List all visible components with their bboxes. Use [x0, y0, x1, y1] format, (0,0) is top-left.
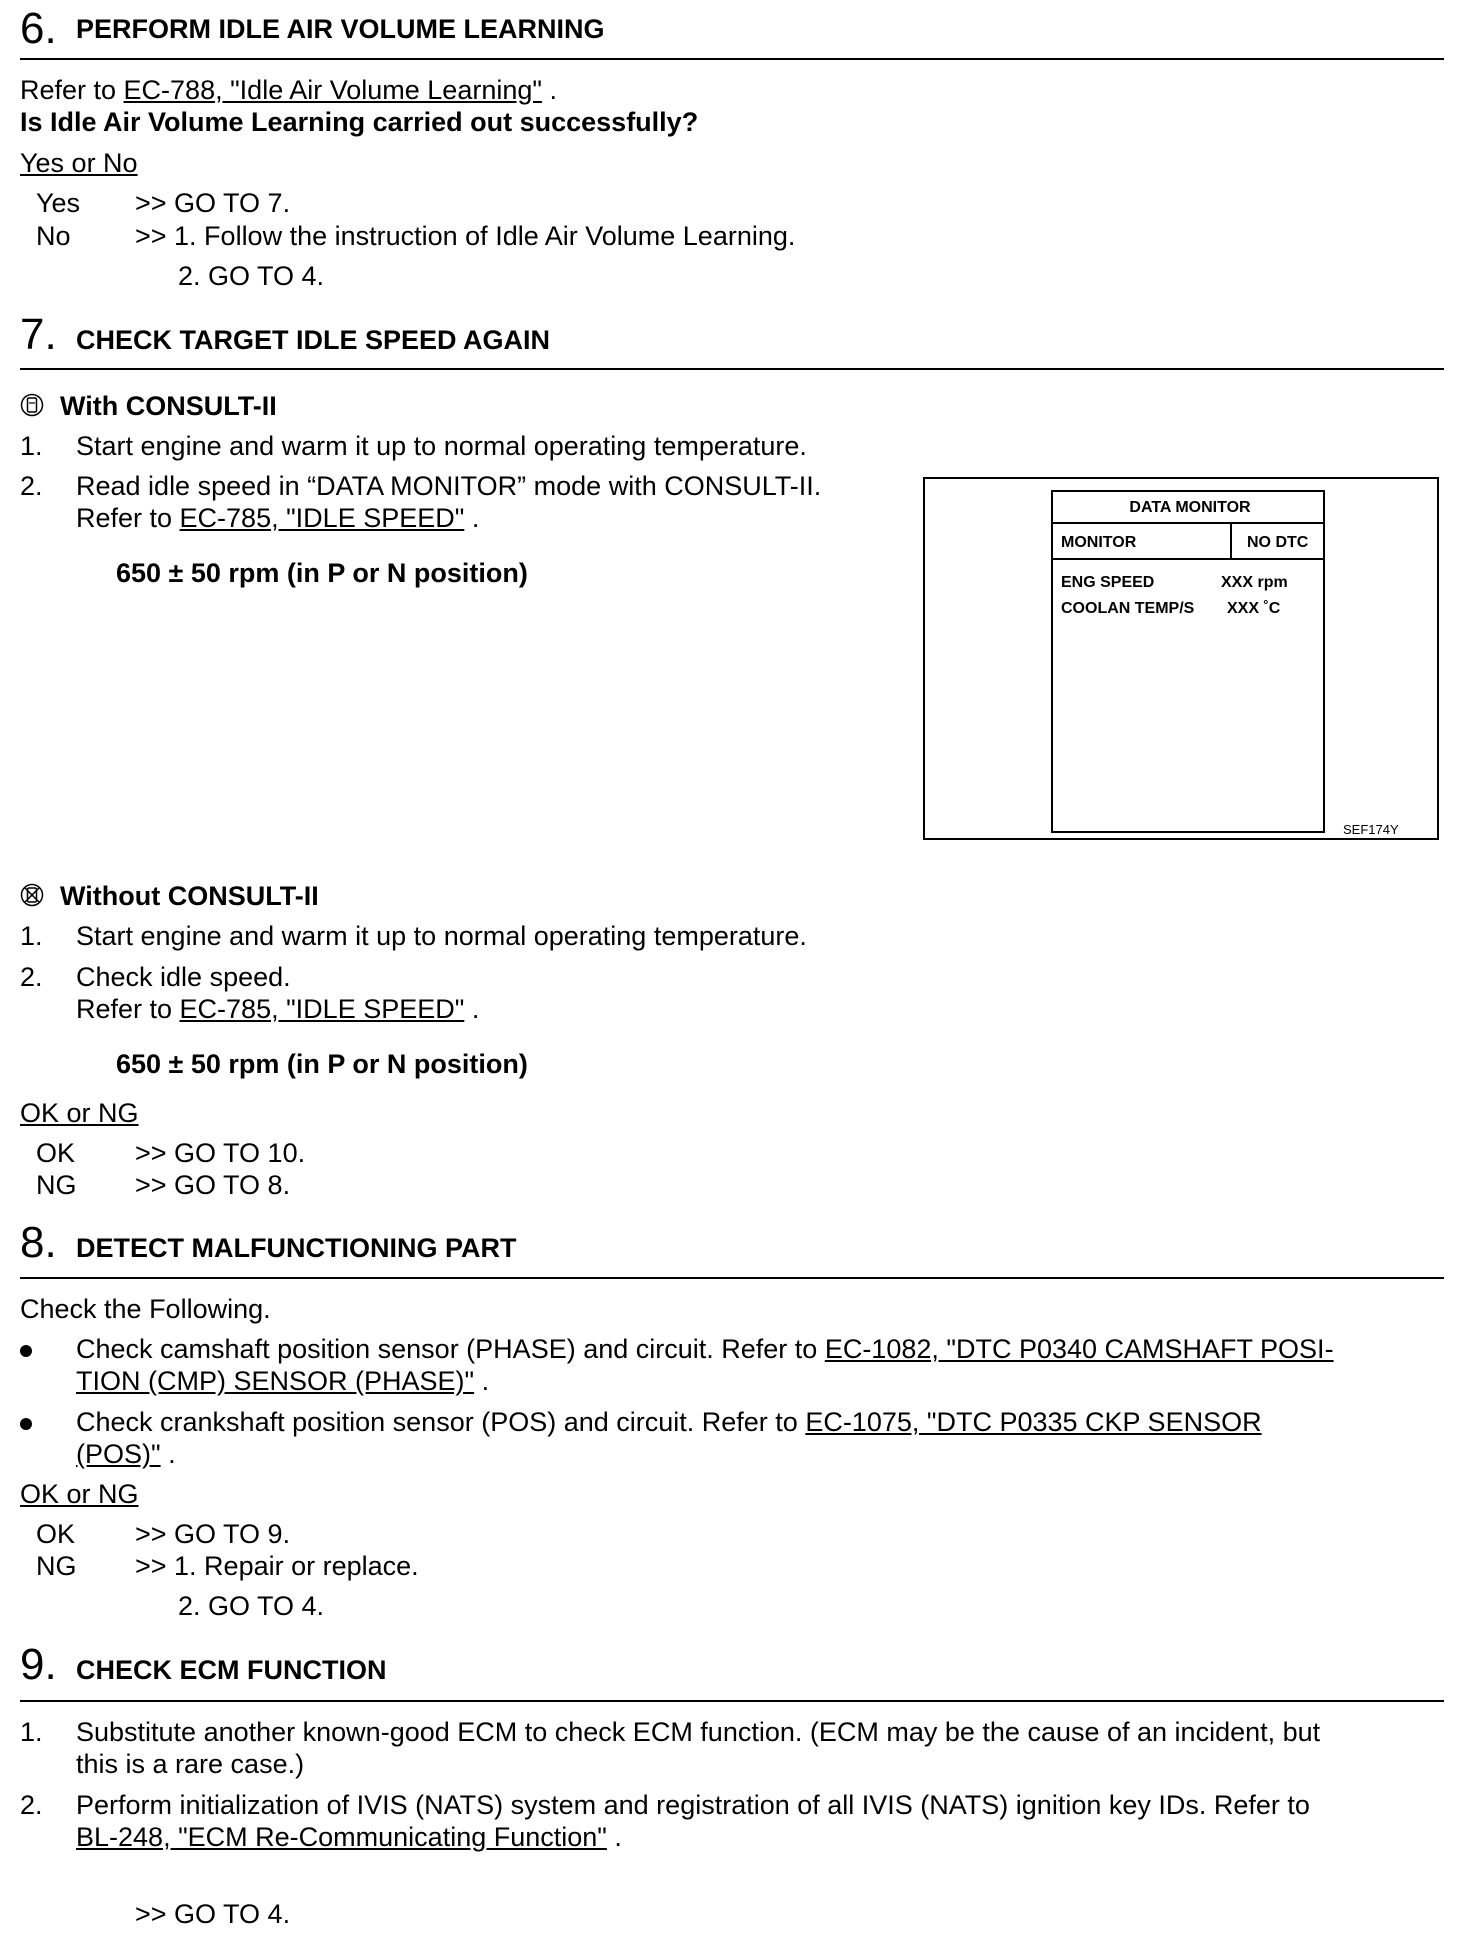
ecm-step-2-cont [76, 1822, 622, 1853]
section-9-title: CHECK ECM FUNCTION [76, 1655, 387, 1685]
step-number: 2. [20, 1790, 43, 1820]
refer-prefix: Refer to [76, 994, 180, 1024]
section-7-number: 7. [20, 310, 57, 359]
yes-action: >> GO TO 7. [135, 188, 291, 218]
bullet [20, 1345, 32, 1357]
section-8-intro: Check the Following. [20, 1294, 271, 1324]
ng-action-step2: 2. GO TO 4. [178, 1591, 325, 1621]
with-step-2: Read idle speed in “DATA MONITOR” mode with CONSULT-II. [76, 471, 822, 501]
section-6-number: 6. [20, 4, 57, 53]
divider [20, 368, 1444, 370]
ok-label: OK [36, 1138, 76, 1168]
bullet-crankshaft-cont [76, 1439, 176, 1470]
ok-label: OK [36, 1519, 76, 1549]
refer-suffix: . [464, 994, 480, 1024]
consult-ii-icon [20, 393, 44, 417]
bullet [20, 1418, 32, 1430]
bullet-text: Check crankshaft position sensor (POS) and circuit. Refer to [76, 1407, 806, 1437]
link-dtc-p0335[interactable]: EC-1075, "DTC P0335 CKP SENSOR [805, 1407, 1262, 1437]
ng-label: NG [36, 1551, 77, 1581]
yes-label: Yes [36, 188, 81, 218]
without-step-2: Check idle speed. [76, 962, 291, 992]
divider [20, 1700, 1444, 1702]
coolant-temp-value: XXX ˚C [1227, 600, 1281, 617]
ok-action: >> GO TO 9. [135, 1519, 291, 1549]
bullet-crankshaft [76, 1407, 1262, 1438]
with-step-1: Start engine and warm it up to normal operating temperature. [76, 431, 807, 461]
refer-suffix: . [606, 1822, 622, 1852]
section-6-question: Is Idle Air Volume Learning carried out successfully? [20, 107, 699, 137]
refer-suffix: . [541, 75, 557, 105]
header-divider [1230, 524, 1232, 560]
bullet-camshaft-cont [76, 1366, 489, 1397]
no-dtc-header: NO DTC [1247, 534, 1309, 551]
monitor-header: MONITOR [1061, 534, 1137, 551]
ng-label: NG [36, 1170, 77, 1200]
idle-spec: 650 ± 50 rpm (in P or N position) [116, 1049, 528, 1079]
step-number: 2. [20, 962, 43, 992]
section-8-choice-label: OK or NG [20, 1479, 139, 1509]
refer-suffix: . [160, 1439, 176, 1469]
ecm-step-1-cont: this is a rare case.) [76, 1749, 305, 1779]
bullet-text: Check camshaft position sensor (PHASE) and circuit. Refer to [76, 1334, 825, 1364]
no-consult-icon [20, 883, 44, 907]
refer-prefix: Refer to [76, 503, 180, 533]
section-6-choice-label: Yes or No [20, 148, 138, 178]
coolant-temp-label: COOLAN TEMP/S [1061, 600, 1195, 617]
ng-action: >> GO TO 8. [135, 1170, 291, 1200]
divider [20, 1277, 1444, 1279]
bullet-camshaft [76, 1334, 1334, 1365]
figure-id: SEF174Y [1343, 822, 1399, 837]
step-number: 1. [20, 431, 43, 461]
with-refer [76, 503, 479, 534]
section-6-refer [20, 75, 557, 106]
refer-suffix: . [474, 1366, 490, 1396]
ng-action: >> 1. Repair or replace. [135, 1551, 419, 1581]
section-8-number: 8. [20, 1218, 57, 1267]
section-7-title: CHECK TARGET IDLE SPEED AGAIN [76, 325, 551, 355]
refer-prefix: Refer to [20, 75, 124, 105]
divider [20, 58, 1444, 60]
ecm-step-1: Substitute another known-good ECM to check ECM function. (ECM may be the cause of an incident, but [76, 1717, 1321, 1747]
section-6-title: PERFORM IDLE AIR VOLUME LEARNING [76, 14, 605, 44]
no-label: No [36, 221, 71, 251]
section-8-title: DETECT MALFUNCTIONING PART [76, 1233, 517, 1263]
section-9-number: 9. [20, 1640, 57, 1689]
idle-spec: 650 ± 50 rpm (in P or N position) [116, 558, 528, 588]
link-idle-air-volume-learning[interactable]: EC-788, "Idle Air Volume Learning" [123, 75, 542, 105]
link-ecm-re-communicating[interactable]: BL-248, "ECM Re-Communicating Function" [76, 1822, 607, 1852]
with-consult-label: With CONSULT-II [60, 391, 277, 421]
link-dtc-p0340[interactable]: EC-1082, "DTC P0340 CAMSHAFT POSI- [824, 1334, 1334, 1364]
without-consult-label: Without CONSULT-II [60, 881, 319, 911]
link-idle-speed[interactable]: EC-785, "IDLE SPEED" [179, 503, 465, 533]
final-action: >> GO TO 4. [135, 1899, 291, 1929]
link-dtc-p0335-cont[interactable]: (POS)" [76, 1439, 161, 1469]
data-monitor-screen [1051, 490, 1325, 833]
step-number: 1. [20, 921, 43, 951]
eng-speed-value: XXX rpm [1221, 574, 1288, 591]
without-step-1: Start engine and warm it up to normal operating temperature. [76, 921, 807, 951]
ecm-step-2: Perform initialization of IVIS (NATS) system and registration of all IVIS (NATS) ignition key IDs. Refer to [76, 1790, 1310, 1820]
step-number: 2. [20, 471, 43, 501]
section-7-choice-label: OK or NG [20, 1098, 139, 1128]
step-number: 1. [20, 1717, 43, 1747]
link-idle-speed[interactable]: EC-785, "IDLE SPEED" [179, 994, 465, 1024]
no-action: >> 1. Follow the instruction of Idle Air Volume Learning. [135, 221, 796, 251]
eng-speed-label: ENG SPEED [1061, 574, 1155, 591]
screen-title: DATA MONITOR [1129, 499, 1251, 516]
link-dtc-p0340-cont[interactable]: TION (CMP) SENSOR (PHASE)" [76, 1366, 475, 1396]
data-monitor-figure [923, 477, 1439, 840]
no-action-step2: 2. GO TO 4. [178, 261, 325, 291]
refer-suffix: . [464, 503, 480, 533]
ok-action: >> GO TO 10. [135, 1138, 306, 1168]
without-refer [76, 994, 479, 1025]
